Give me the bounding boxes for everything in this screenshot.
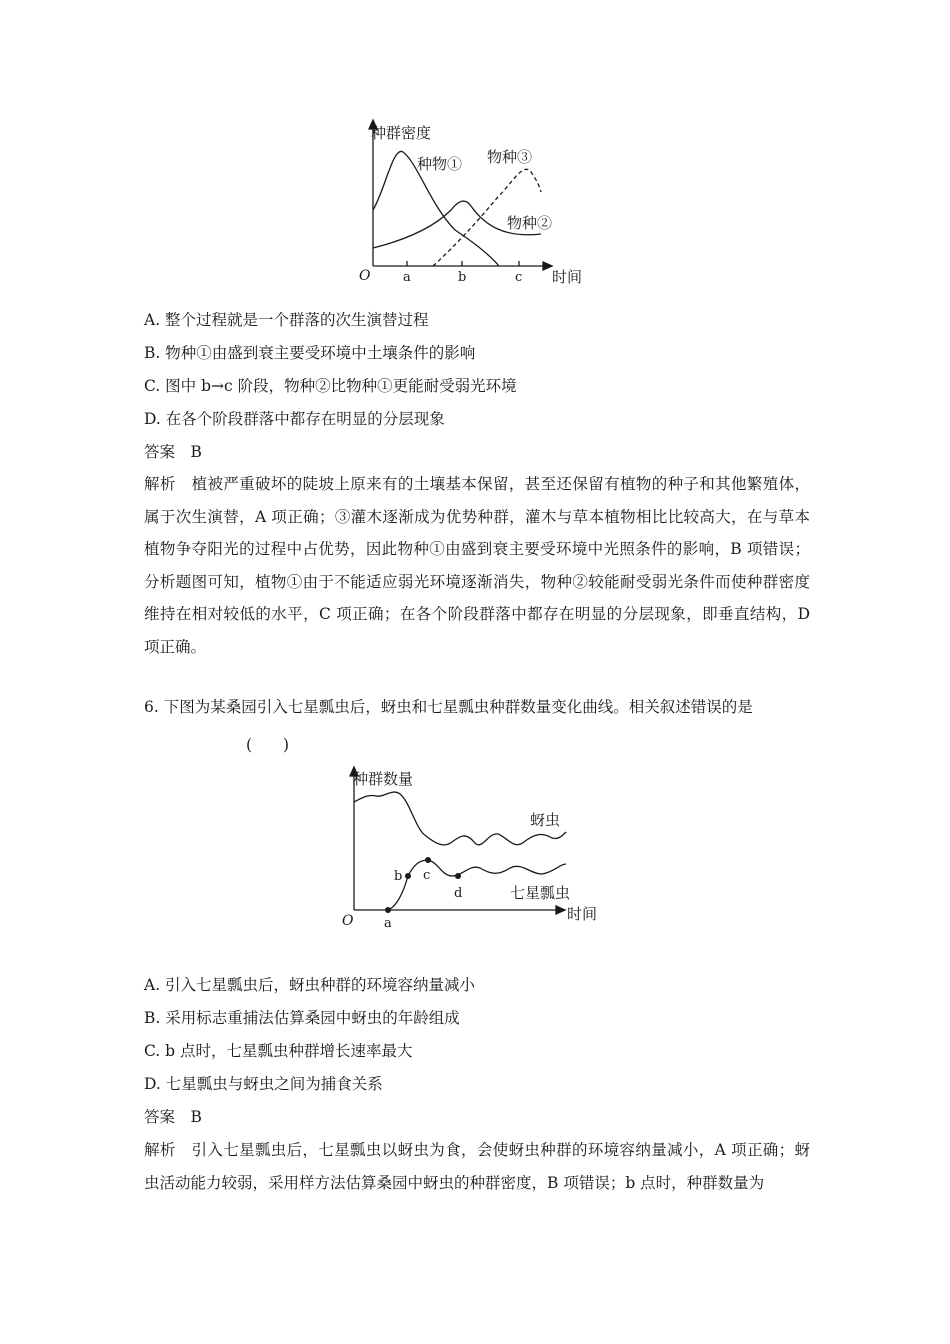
x-axis-label: 时间 (567, 905, 598, 923)
q6-option-c: C. b 点时，七星瓢虫种群增长速率最大 (144, 1042, 413, 1060)
q6-analysis: 解析 引入七星瓢虫后，七星瓢虫以蚜虫为食，会使蚜虫种群的环境容纳量减小，A 项正确；蚜虫活动能力较弱，采用样方法估算桑园中蚜虫的种群密度，B 项错误；b 点时，种群数量为 (144, 1141, 810, 1192)
q5-option-b: B. 物种①由盛到衰主要受环境中土壤条件的影响 (144, 344, 476, 362)
q6-option-b: B. 采用标志重捕法估算桑园中蚜虫的年龄组成 (144, 1009, 460, 1027)
y-axis-label: 种群数量 (353, 770, 414, 788)
q6-stem: 6. 下图为某桑园引入七星瓢虫后，蚜虫和七星瓢虫种群数量变化曲线。相关叙述错误的是 (144, 698, 753, 716)
q6-answer-blank: ( ) (246, 736, 290, 754)
aphid-label: 蚜虫 (530, 811, 561, 829)
point-a (385, 907, 391, 913)
x-axis-arrow (543, 262, 552, 270)
tick-label-c: c (515, 270, 523, 285)
ladybird-label: 七星瓢虫 (510, 884, 571, 902)
figure-aphid-ladybird (338, 764, 608, 934)
point-label-b: b (394, 869, 403, 884)
q6-answer: 答案 B (144, 1108, 202, 1126)
q5-option-c: C. 图中 b→c 阶段，物种②比物种①更能耐受弱光环境 (144, 377, 517, 395)
origin-label: O (359, 268, 371, 284)
figure-succession (355, 118, 595, 290)
point-label-c: c (423, 868, 431, 883)
tick-label-b: b (458, 270, 467, 285)
q5-option-a: A. 整个过程就是一个群落的次生演替过程 (144, 311, 429, 329)
point-label-d: d (454, 886, 463, 901)
species-3-label: 物种③ (487, 148, 533, 166)
tick-label-a: a (403, 270, 411, 285)
x-axis-label: 时间 (552, 268, 583, 286)
species-2-label: 物种② (507, 214, 553, 232)
q5-answer: 答案 B (144, 443, 202, 461)
q6-option-d: D. 七星瓢虫与蚜虫之间为捕食关系 (144, 1075, 383, 1093)
q6-option-a: A. 引入七星瓢虫后，蚜虫种群的环境容纳量减小 (144, 976, 476, 994)
point-d (455, 873, 461, 879)
q5-option-d: D. 在各个阶段群落中都存在明显的分层现象 (144, 410, 445, 428)
point-c (425, 857, 431, 863)
x-axis-arrow (556, 906, 565, 914)
point-label-a: a (384, 916, 392, 931)
y-axis-label: 种群密度 (371, 124, 432, 142)
origin-label: O (342, 913, 354, 929)
species-1-label: 种物① (417, 155, 463, 173)
point-b (405, 873, 411, 879)
q5-analysis: 解析 植被严重破坏的陡坡上原来有的土壤基本保留，甚至还保留有植物的种子和其他繁殖体，属于次生演替，A 项正确；③灌木逐渐成为优势种群，灌木与草本植物相比比较高大，在与草本植物争夺阳光的过程中占优势，因此物种①由盛到衰主要受环境中光照条件的影响，B 项错误；分析题图可知，植物①由于不能适应弱光环境逐渐消失，物种②较能耐受弱光条件而使种群密度维持在相对较低的水平，C 项正确；在各个阶段群落中都存在明显的分层现象，即垂直结构，D 项正确。 (144, 475, 810, 656)
